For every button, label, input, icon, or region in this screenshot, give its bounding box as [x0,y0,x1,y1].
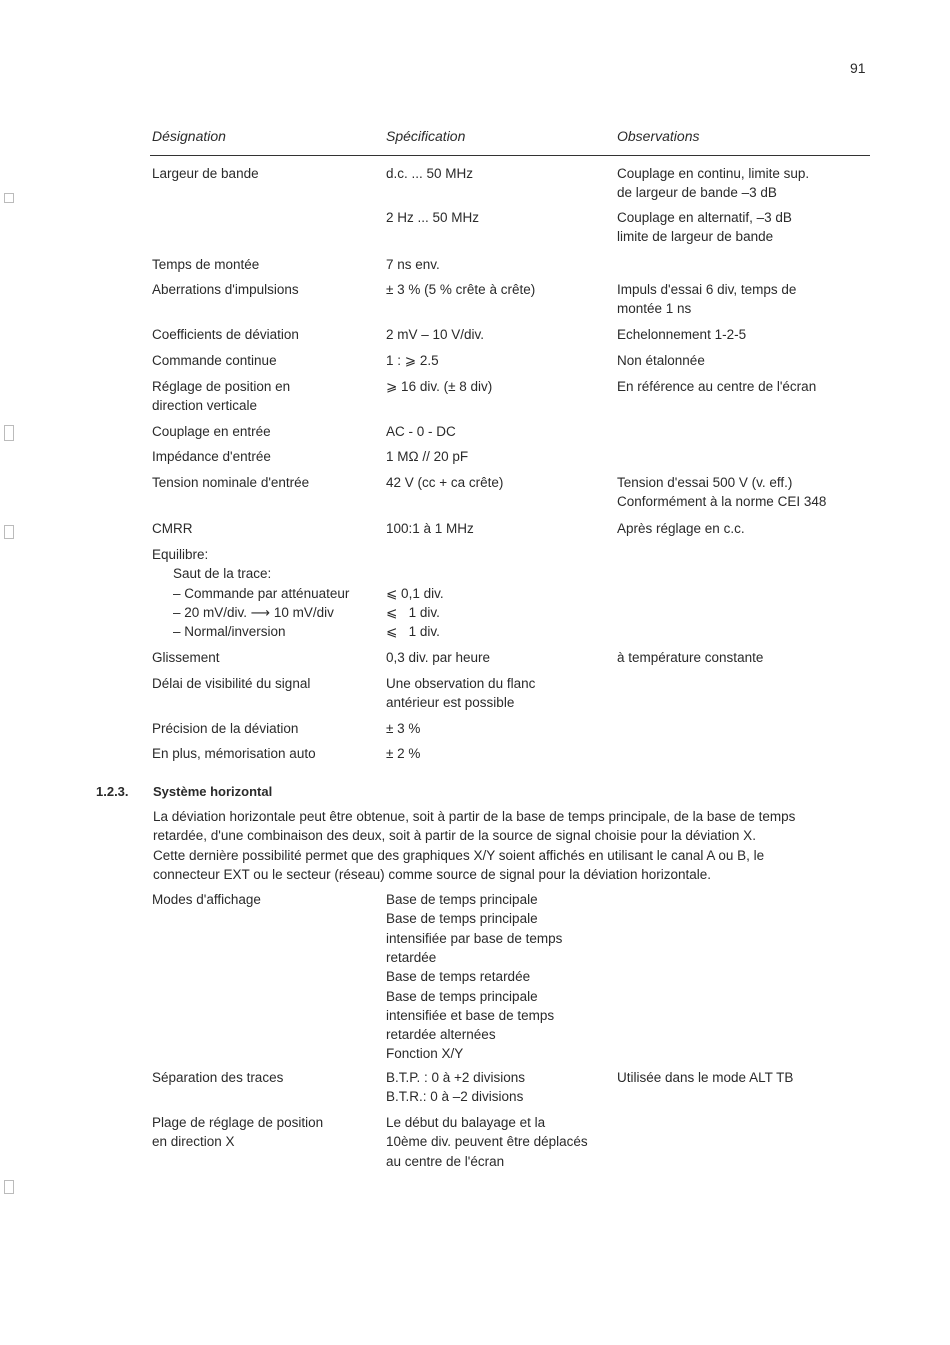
row-specification: 10ème div. peuvent être déplacés [386,1134,588,1150]
header-designation: Désignation [152,128,226,144]
section-number: 1.2.3. [96,784,129,799]
row-designation: Couplage en entrée [152,424,271,439]
row-specification: AC - 0 - DC [386,424,456,439]
row-observation: Non étalonnée [617,353,705,368]
row-specification: Base de temps retardée [386,969,531,985]
row-specification: B.T.P. : 0 à +2 divisions [386,1070,525,1085]
row-designation: Glissement [152,650,220,665]
row-designation: Commande continue [152,353,277,368]
row-specification: retardée [386,949,437,965]
row-specification: 100:1 à 1 MHz [386,521,474,536]
row-designation: CMRR [152,521,193,536]
header-specification: Spécification [386,128,466,144]
row-observation: Couplage en continu, limite sup. [617,166,810,181]
row-observation: montée 1 ns [617,301,692,317]
row-specification: ± 3 % [386,721,421,736]
page-number: 91 [850,60,866,76]
row-specification: retardée alternées [386,1027,496,1043]
row-specification: ± 3 % (5 % crête à crête) [386,282,536,297]
row-designation: Tension nominale d'entrée [152,475,310,490]
row-designation: Coefficients de déviation [152,327,299,342]
row-specification: 2 mV – 10 V/div. [386,327,485,342]
section-title: Système horizontal [153,784,273,799]
row-designation: direction verticale [152,398,258,414]
equilibre-title: Equilibre: [152,547,209,562]
row-observation: de largeur de bande –3 dB [617,185,777,201]
equilibre-item-label: – 20 mV/div. ⟶ 10 mV/div [173,605,334,620]
margin-mark [4,1180,14,1194]
row-observation: limite de largeur de bande [617,229,774,245]
row-specification: 2 Hz ... 50 MHz [386,210,480,225]
row-specification: Fonction X/Y [386,1046,464,1062]
row-specification: ± 2 % [386,746,421,761]
row-specification: Base de temps principale [386,988,538,1004]
equilibre-item-value: ⩽ 1 div. [386,624,440,639]
row-specification: 1 MΩ // 20 pF [386,449,469,464]
row-specification: ⩾ 16 div. (± 8 div) [386,379,493,394]
margin-mark [4,525,14,539]
row-specification: 1 : ⩾ 2.5 [386,353,439,368]
row-observation: à température constante [617,650,764,665]
row-observation: Impuls d'essai 6 div, temps de [617,282,797,297]
row-designation: Temps de montée [152,257,260,272]
row-designation: Séparation des traces [152,1070,284,1085]
row-observation: En référence au centre de l'écran [617,379,817,394]
row-designation: Précision de la déviation [152,721,299,736]
equilibre-item-label: – Normal/inversion [173,624,286,639]
row-observation: Après réglage en c.c. [617,521,745,536]
row-designation: Réglage de position en [152,379,291,394]
row-specification: Base de temps principale [386,892,538,907]
equilibre-item-value: ⩽ 0,1 div. [386,586,444,601]
paragraph-line: La déviation horizontale peut être obtenue, soit à partir de la base de temps principale, de la base de temps [153,809,796,824]
row-designation: Modes d'affichage [152,892,261,907]
header-observations: Observations [617,128,700,144]
row-designation: Plage de réglage de position [152,1115,324,1130]
equilibre-item-value: ⩽ 1 div. [386,605,440,620]
row-designation: Largeur de bande [152,166,259,181]
margin-mark [4,425,14,441]
row-specification: intensifiée et base de temps [386,1007,555,1023]
row-observation: Couplage en alternatif, –3 dB [617,210,792,225]
equilibre-item-label: – Commande par atténuateur [173,586,350,601]
paragraph-line: connecteur EXT ou le secteur (réseau) comme source de signal pour la déviation horizontale. [153,866,712,882]
margin-mark [4,193,14,203]
paragraph-line: Cette dernière possibilité permet que des graphiques X/Y soient affichés en utilisant le canal A ou B, le [153,847,765,863]
row-specification: Base de temps principale [386,911,538,927]
row-designation: en direction X [152,1134,235,1150]
row-observation: Echelonnement 1-2-5 [617,327,747,342]
row-observation: Utilisée dans le mode ALT TB [617,1070,794,1085]
equilibre-subtitle: Saut de la trace: [173,566,272,581]
row-specification: 0,3 div. par heure [386,650,491,665]
row-designation: En plus, mémorisation auto [152,746,316,761]
row-designation: Délai de visibilité du signal [152,676,311,691]
paragraph-line: retardée, d'une combinaison des deux, soit à partir de la source de signal choisie pour la déviation X. [153,828,756,844]
row-specification: 42 V (cc + ca crête) [386,475,504,490]
section-paragraph [153,807,853,884]
row-specification: Une observation du flanc [386,676,536,691]
row-specification: intensifiée par base de temps [386,930,563,946]
row-specification: antérieur est possible [386,695,515,711]
row-specification: 7 ns env. [386,257,440,272]
row-specification: Le début du balayage et la [386,1115,546,1130]
header-rule [150,155,870,156]
row-observation: Tension d'essai 500 V (v. eff.) [617,475,793,490]
row-specification: B.T.R.: 0 à –2 divisions [386,1089,524,1105]
row-specification: au centre de l'écran [386,1153,505,1169]
row-specification: d.c. ... 50 MHz [386,166,474,181]
row-designation: Impédance d'entrée [152,449,271,464]
row-designation: Aberrations d'impulsions [152,282,299,297]
row-observation: Conformément à la norme CEI 348 [617,494,827,510]
